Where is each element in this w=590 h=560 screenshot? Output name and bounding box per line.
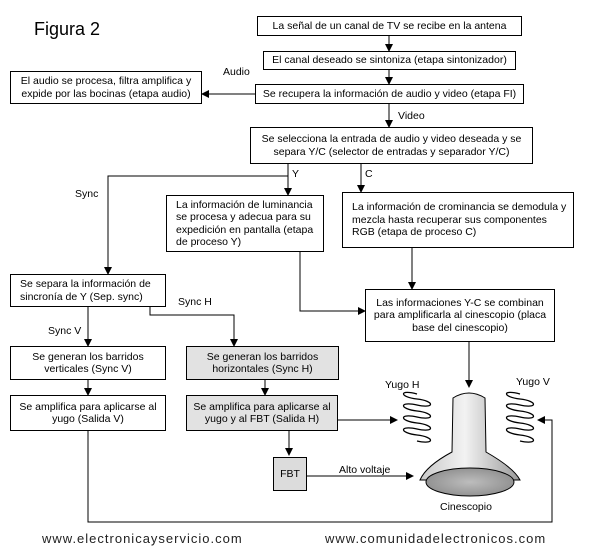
sync-label: Sync	[75, 188, 99, 200]
video-label: Video	[398, 110, 425, 122]
fi-stage-box: Se recupera la información de audio y video (etapa FI)	[255, 84, 524, 104]
yoke-v-coil-icon	[507, 392, 534, 442]
selector-box: Se selecciona la entrada de audio y video deseada y se separa Y/C (selector de entradas y separador Y/C)	[250, 127, 533, 164]
cinescopio-label: Cinescopio	[440, 501, 492, 513]
footer-left-url: www.electronicayservicio.com	[42, 531, 243, 546]
antenna-box: La señal de un canal de TV se recibe en la antena	[257, 16, 522, 36]
yoke-h-coil-icon	[404, 392, 431, 442]
audio-label: Audio	[223, 66, 250, 78]
sync-v-label: Sync V	[48, 325, 82, 337]
horizontal-output-box: Se amplifica para aplicarse al yugo y al FBT (Salida H)	[186, 395, 338, 431]
vertical-output-box: Se amplifica para aplicarse al yugo (Salida V)	[10, 395, 166, 431]
vertical-sweep-box: Se generan los barridos verticales (Sync V)	[10, 346, 166, 380]
arrow-sync-hgen	[150, 307, 234, 346]
sync-h-label: Sync H	[178, 296, 212, 308]
yugo-h-label: Yugo H	[385, 379, 420, 391]
figure-title: Figura 2	[34, 19, 101, 39]
footer-right-url: www.comunidadelectronicos.com	[325, 531, 547, 546]
horizontal-sweep-box: Se generan los barridos horizontales (Sync H)	[186, 346, 339, 380]
crt-tube-icon	[420, 393, 520, 496]
y-label: Y	[292, 168, 300, 180]
chrominance-box: La información de crominancia se demodula y mezcla hasta recuperar sus componentes RGB (etapa de proceso C)	[342, 192, 574, 248]
audio-stage-box: El audio se procesa, filtra amplifica y expide por las bocinas (etapa audio)	[10, 71, 202, 104]
c-label: C	[365, 168, 373, 180]
luminance-box: La información de luminancia se procesa y adecua para su expedición en pantalla (etapa de proceso Y)	[166, 195, 324, 252]
alto-voltaje-label: Alto voltaje	[339, 464, 391, 476]
arrow-luma-combine	[300, 252, 365, 311]
yugo-v-label: Yugo V	[516, 376, 550, 388]
fbt-box: FBT	[273, 457, 307, 491]
tuner-box: El canal deseado se sintoniza (etapa sintonizador)	[263, 51, 516, 70]
sync-separator-box: Se separa la información de sincronía de Y (Sep. sync)	[10, 274, 166, 307]
combiner-box: Las informaciones Y-C se combinan para amplificarla al cinescopio (placa base del cinescopio)	[365, 289, 555, 342]
